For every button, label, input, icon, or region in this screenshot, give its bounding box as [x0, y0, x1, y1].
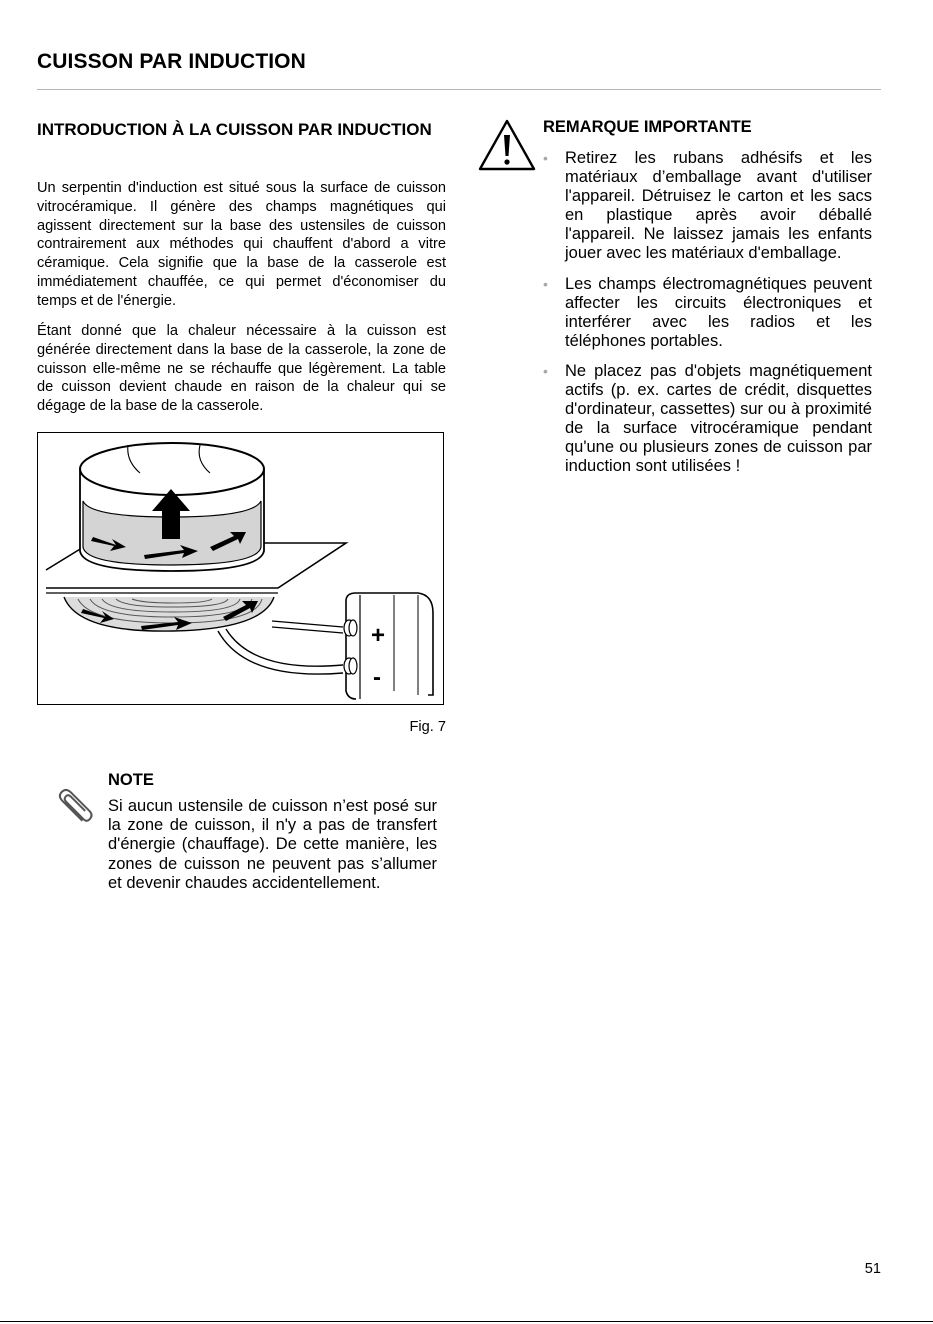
list-item: • Les champs électromagnétiques peuvent affecter les circuits électroniques et interférer avec les radios et les téléphones portables. [543, 274, 872, 350]
bullet: • [543, 150, 548, 166]
induction-diagram [38, 433, 443, 704]
paperclip-icon [53, 783, 99, 829]
generator-box [346, 593, 433, 695]
warning-title: REMARQUE IMPORTANTE [543, 118, 752, 136]
warning-list [543, 149, 872, 488]
note-text: Si aucun ustensile de cuisson n’est posé sur la zone de cuisson, il n'y a pas de transfert d'énergie (chauffage). De cette manière, les zones de cuisson ne peuvent pas s’allumer et devenir chaudes accidentellement. [108, 797, 437, 892]
note-title: NOTE [108, 771, 154, 789]
bullet: • [543, 275, 548, 292]
figure-caption: Fig. 7 [409, 719, 446, 735]
bottom-divider [0, 1321, 933, 1322]
warning-triangle-icon [478, 118, 536, 172]
page-number: 51 [864, 1261, 881, 1277]
intro-paragraph-2: Étant donné que la chaleur nécessaire à la cuisson est générée directement dans la base de la casserole, la zone de cuisson elle-même ne se réchauffe que légèrement. La table de cuisson devient chaude en raison de la chaleur qui se dégage de la base de la casserole. [37, 323, 446, 415]
minus-label: - [373, 664, 381, 691]
induction-illustration [37, 432, 444, 705]
list-item: • Ne placez pas d'objets magnétiquement actifs (p. ex. cartes de crédit, disquettes d'ordinateur, cassettes) sur ou à proximité de la surface vitrocéramique pendant qu'une ou plusieurs zones de cuisson par induction sont utilisées ! [543, 361, 872, 476]
section-title: INTRODUCTION À LA CUISSON PAR INDUCTION [37, 120, 432, 139]
page-title: CUISSON PAR INDUCTION [37, 50, 306, 73]
bullet: • [543, 362, 548, 379]
intro-paragraph-1: Un serpentin d'induction est situé sous la surface de cuisson vitrocéramique. Il génère des champs magnétiques qui agissent directement sur la base des ustensiles de cuisson contrairement aux méthodes qui chauffent d'abord a vitre céramique. Cela signifie que la base de la casserole est immédiatement chauffée, ce qui permet d'économiser du temps et de l'énergie. [37, 180, 446, 309]
plus-label: + [371, 622, 386, 649]
header-divider [37, 89, 881, 90]
list-item: • Retirez les rubans adhésifs et les matériaux d’emballage avant d'utiliser l'appareil. Détruisez le carton et les sacs en plastique après avoir déballé l'appareil. Ne laissez jamais les enfants jouer avec les matériaux d'emballage. [543, 149, 872, 263]
